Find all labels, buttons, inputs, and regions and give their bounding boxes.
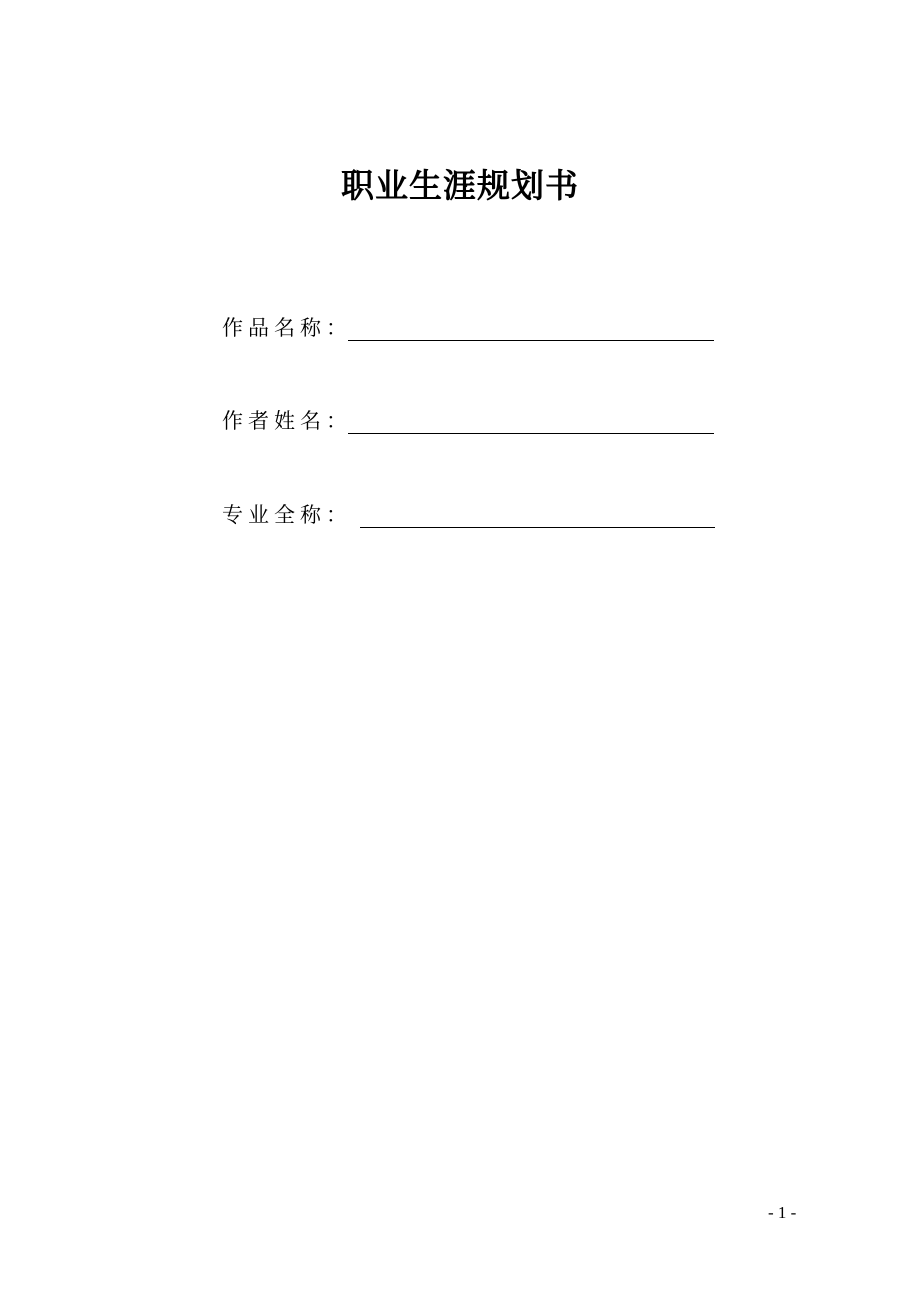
field-label: 专业全称： [222,503,352,527]
fill-in-line [360,527,715,528]
field-author-name [222,406,722,436]
field-work-title [222,313,722,343]
field-label: 作者姓名： [222,409,352,433]
page-title: 职业生涯规划书 [341,166,579,205]
page-number: - 1 - [768,1203,797,1222]
fill-in-line [348,340,714,341]
field-major-name [222,500,722,530]
fill-in-line [348,433,714,434]
field-label: 作品名称： [222,316,352,340]
